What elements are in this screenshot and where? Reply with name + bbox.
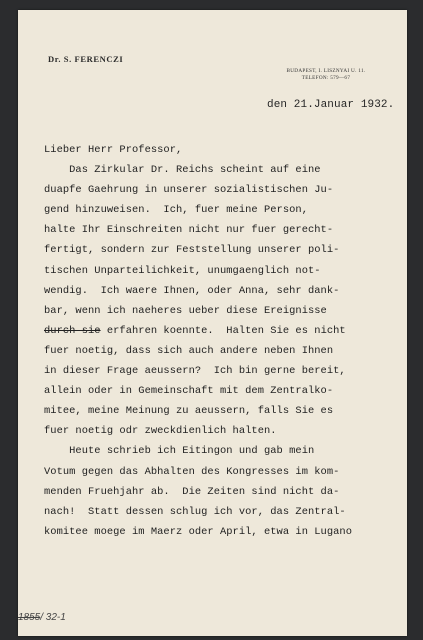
archive-year: 1855 — [18, 612, 41, 623]
archive-suffix: / 32-1 — [40, 612, 66, 623]
text-line: menden Fruehjahr ab. Die Zeiten sind nicht da- — [44, 485, 340, 498]
struck-text: durch sie — [44, 324, 101, 337]
text-line: in dieser Frage aeussern? Ich bin gerne bereit, — [44, 365, 346, 378]
letterhead-address-block — [264, 68, 388, 82]
text-line: Heute schrieb ich Eitingon und gab mein — [44, 445, 315, 458]
text-line: nach! Statt dessen schlug ich vor, das Zentral- — [44, 505, 346, 518]
letterhead-phone: TELEFON: 579—67 — [301, 75, 351, 81]
text-line: komitee moege im Maerz oder April, etwa in Lugano — [44, 525, 352, 538]
letterhead-address: BUDAPEST, I. LISZNYAI U. 11. — [286, 68, 366, 74]
text-line: fertigt, sondern zur Feststellung unserer poli- — [44, 244, 340, 257]
text-line: fuer noetig odr zweckdienlich halten. — [44, 425, 277, 438]
text-line-rest: erfahren koennte. Halten Sie es nicht — [100, 324, 346, 337]
letter-date: den 21.Januar 1932. — [267, 99, 395, 111]
text-line: Votum gegen das Abhalten des Kongresses im kom- — [44, 465, 340, 478]
text-line: tischen Unparteilichkeit, unumgaenglich not- — [44, 264, 321, 277]
text-line: fuer noetig, dass sich auch andere neben Ihnen — [44, 344, 334, 357]
salutation: Lieber Herr Professor, — [44, 144, 183, 156]
letterhead-name: Dr. S. FERENCZI — [48, 54, 124, 64]
text-line: halte Ihr Einschreiten nicht nur fuer gerecht- — [44, 224, 334, 237]
text-line: gend hinzuweisen. Ich, fuer meine Person, — [44, 204, 308, 217]
text-line-with-strikethrough — [44, 321, 390, 341]
archive-number — [18, 612, 66, 623]
text-line: allein oder in Gemeinschaft mit dem Zentralko- — [44, 385, 334, 398]
text-line: wendig. Ich waere Ihnen, oder Anna, sehr dank- — [44, 284, 340, 297]
text-line: Das Zirkular Dr. Reichs scheint auf eine — [44, 164, 321, 177]
text-line: mitee, meine Meinung zu aeussern, falls Sie es — [44, 405, 334, 418]
text-line: duapfe Gaehrung in unserer sozialistischen Ju- — [44, 184, 334, 197]
letter-body — [44, 140, 390, 542]
text-line: bar, wenn ich naeheres ueber diese Ereignisse — [44, 304, 327, 317]
